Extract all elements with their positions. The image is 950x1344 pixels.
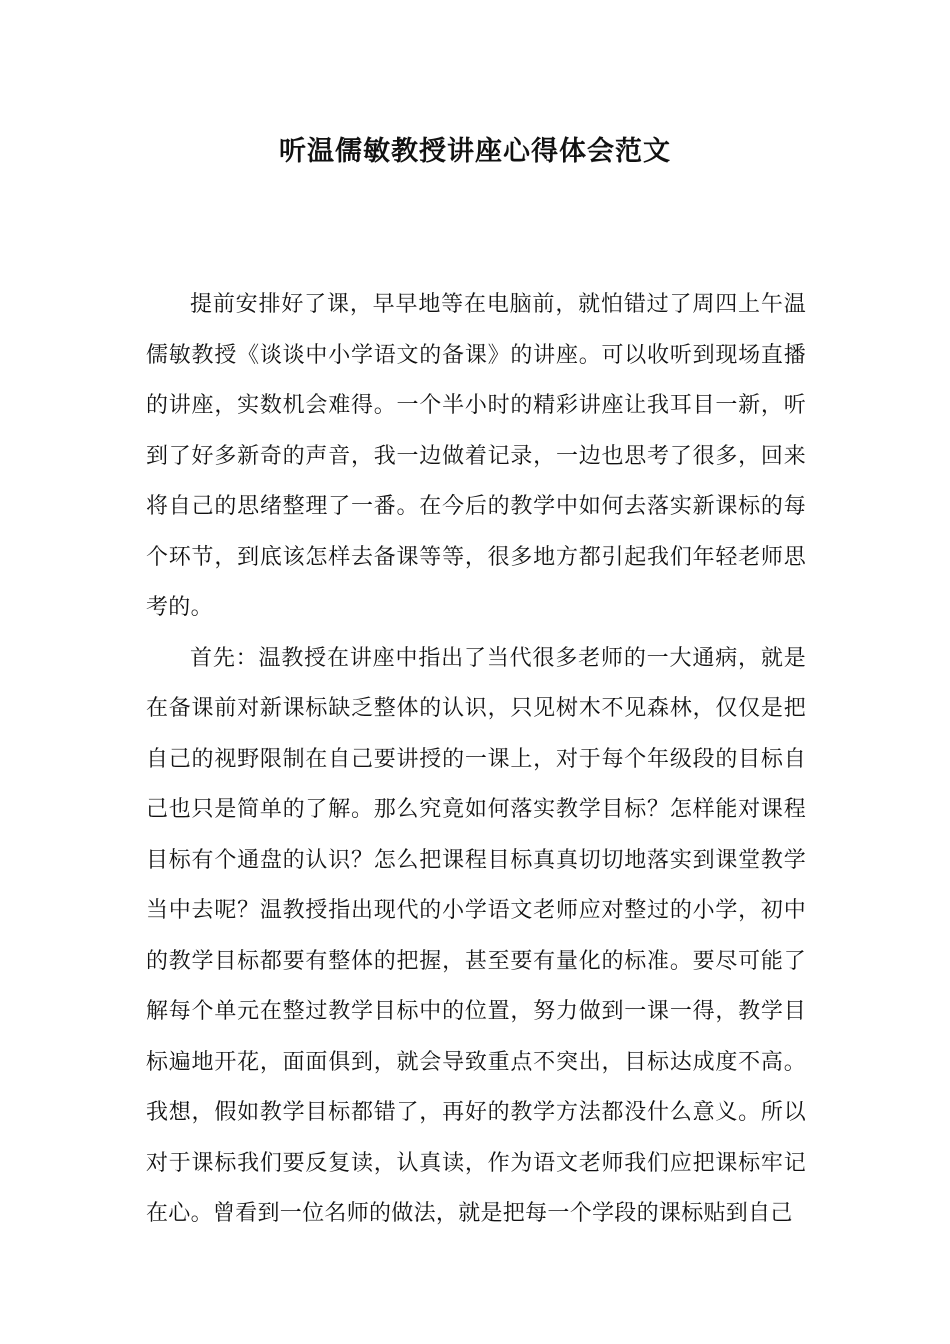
document-body — [146, 280, 806, 1240]
document-title: 听温儒敏教授讲座心得体会范文 — [279, 136, 671, 167]
paragraph-1: 提前安排好了课，早早地等在电脑前，就怕错过了周四上午温儒敏教授《谈谈中小学语文的备课》的讲座。可以收听到现场直播的讲座，实数机会难得。一个半小时的精彩讲座让我耳目一新，听到了好多新奇的声音，我一边做着记录，一边也思考了很多，回来将自己的思绪整理了一番。在今后的教学中如何去落实新课标的每个环节，到底该怎样去备课等等，很多地方都引起我们年轻老师思考的。 — [146, 292, 806, 620]
paragraph-2: 首先：温教授在讲座中指出了当代很多老师的一大通病，就是在备课前对新课标缺乏整体的认识，只见树木不见森林，仅仅是把自己的视野限制在自己要讲授的一课上，对于每个年级段的目标自己也只是简单的了解。那么究竟如何落实教学目标？怎样能对课程目标有个通盘的认识？怎么把课程目标真真切切地落实到课堂教学当中去呢？温教授指出现代的小学语文老师应对整过的小学，初中的教学目标都要有整体的把握，甚至要有量化的标准。要尽可能了解每个单元在整过教学目标中的位置，努力做到一课一得，教学目标遍地开花，面面俱到，就会导致重点不突出，目标达成度不高。我想，假如教学目标都错了，再好的教学方法都没什么意义。所以对于课标我们要反复读，认真读，作为语文老师我们应把课标牢记在心。曾看到一位名师的做法，就是把每一个学段的课标贴到自己 — [146, 645, 806, 1226]
